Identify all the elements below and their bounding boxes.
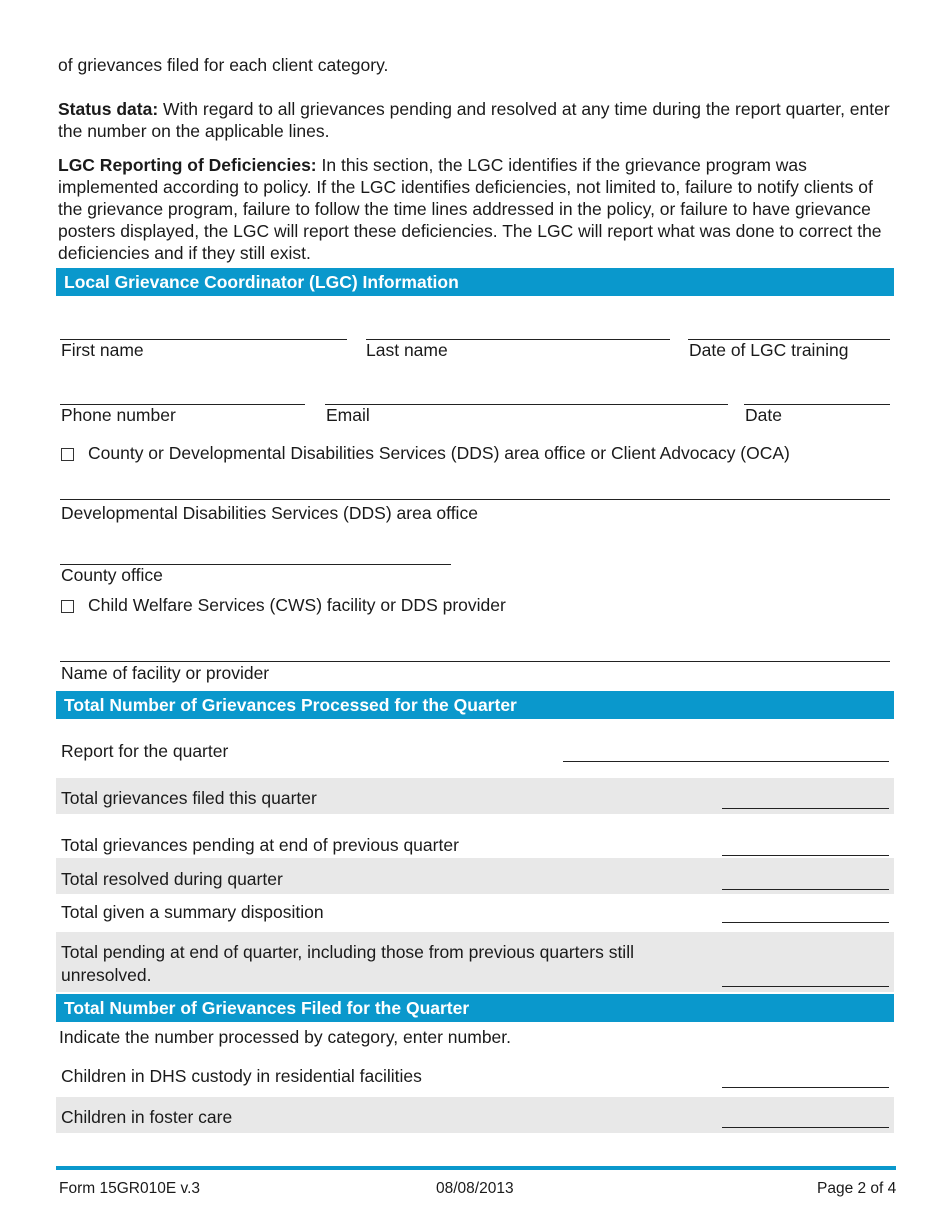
county-dds-oca-checkbox[interactable] [61, 448, 74, 461]
cws-dds-provider-checkbox-label: Child Welfare Services (CWS) facility or DDS provider [88, 595, 506, 615]
pending-end-label-line2: unresolved. [61, 965, 152, 985]
report-quarter-label: Report for the quarter [61, 741, 229, 761]
dds-office-label: Developmental Disabilities Services (DDS) area office [61, 503, 478, 523]
email-field[interactable] [325, 404, 728, 405]
email-label: Email [326, 405, 370, 425]
footer-page-number: Page 2 of 4 [817, 1180, 897, 1197]
cws-dds-provider-checkbox[interactable] [61, 600, 74, 613]
filed-field[interactable] [722, 808, 889, 809]
intro-line: of grievances filed for each client category. [58, 55, 389, 75]
section-header-lgc-information: Local Grievance Coordinator (LGC) Information [56, 268, 894, 296]
status-data-label: Status data: [58, 99, 159, 119]
county-office-label: County office [61, 565, 163, 585]
footer-divider [56, 1166, 896, 1170]
report-quarter-field[interactable] [563, 761, 889, 762]
dds-office-field[interactable] [60, 499, 890, 500]
dhs-custody-label: Children in DHS custody in residential facilities [61, 1066, 422, 1086]
summary-disposition-field[interactable] [722, 922, 889, 923]
foster-care-label: Children in foster care [61, 1107, 233, 1127]
status-data-text: With regard to all grievances pending and resolved at any time during the report quarter, enter the number on the applicable lines. [58, 99, 890, 141]
lgc-deficiencies-label: LGC Reporting of Deficiencies: [58, 155, 317, 175]
footer-form-number: Form 15GR010E v.3 [59, 1180, 200, 1197]
summary-disposition-label: Total given a summary disposition [61, 902, 324, 922]
pending-end-label-line1: Total pending at end of quarter, including those from previous quarters still [61, 942, 634, 962]
pending-previous-field[interactable] [722, 855, 889, 856]
training-date-label: Date of LGC training [689, 340, 849, 360]
category-instruction: Indicate the number processed by category, enter number. [59, 1027, 512, 1047]
dhs-custody-field[interactable] [722, 1087, 889, 1088]
status-data-paragraph [58, 98, 892, 142]
phone-label: Phone number [61, 405, 176, 425]
pending-previous-label: Total grievances pending at end of previous quarter [61, 835, 459, 855]
lgc-deficiencies-paragraph [58, 154, 892, 264]
filed-label: Total grievances filed this quarter [61, 788, 317, 808]
facility-name-label: Name of facility or provider [61, 663, 270, 683]
county-dds-oca-checkbox-label: County or Developmental Disabilities Services (DDS) area office or Client Advocacy (OCA) [88, 443, 790, 463]
pending-end-field[interactable] [722, 986, 889, 987]
footer-date: 08/08/2013 [436, 1180, 514, 1197]
lgc-deficiencies-text: In this section, the LGC identifies if the grievance program was implemented according to policy. If the LGC identifies deficiencies, not limited to, failure to notify clients of the grievance program, failure to follow the time lines addressed in the policy, or failure to have grievance posters displayed, the LGC will report these deficiencies. The LGC will report what was done to correct the deficiencies and if they still exist. [58, 155, 882, 263]
section-header-grievances-filed: Total Number of Grievances Filed for the Quarter [56, 994, 894, 1022]
resolved-label: Total resolved during quarter [61, 869, 283, 889]
date-label: Date [745, 405, 782, 425]
foster-care-field[interactable] [722, 1127, 889, 1128]
first-name-label: First name [61, 340, 144, 360]
last-name-label: Last name [366, 340, 448, 360]
section-header-grievances-processed: Total Number of Grievances Processed for the Quarter [56, 691, 894, 719]
resolved-field[interactable] [722, 889, 889, 890]
